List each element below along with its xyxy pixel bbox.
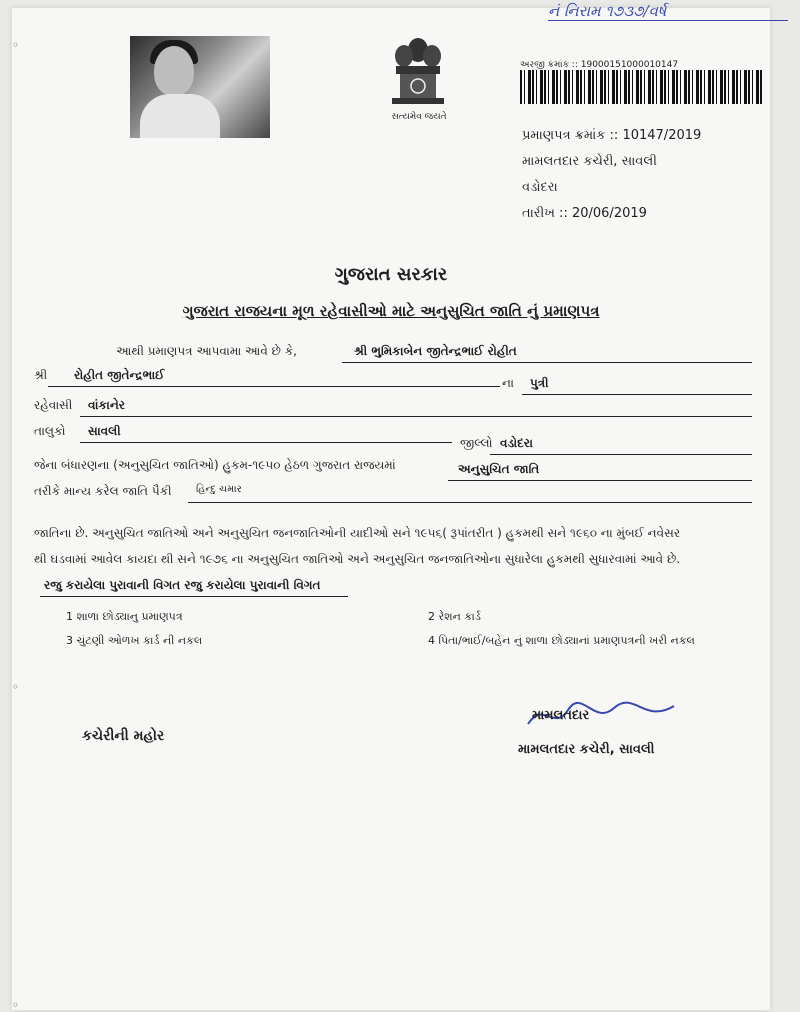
relation: પુત્રી [530, 376, 549, 390]
caste-label: તરીકે માન્ય કરેલ જાતિ પૈકી [34, 484, 172, 498]
intro-label: આથી પ્રમાણપત્ર આપવામા આવે છે કે, [116, 344, 297, 358]
issuing-office: મામલતદાર કચેરી, સાવલી [522, 154, 657, 169]
document-item: 1 શાળા છોડ્યાનુ પ્રમાણપત્ર [66, 610, 183, 623]
applicant-name: શ્રી ભુમિકાબેન જીતેન્દ્રભાઈ રોહીત [354, 344, 517, 358]
state-emblem-icon [384, 30, 452, 114]
signatory-office: મામલતદાર કચેરી, સાવલી [518, 742, 655, 757]
certificate-number-row: પ્રમાણપત્ર ક્રમાંક :: 10147/2019 [522, 128, 702, 143]
district-value: વડોદરા [500, 436, 533, 450]
caste-value: હિન્દુ ચમાર [196, 484, 242, 495]
issue-date-row: તારીખ :: 20/06/2019 [522, 206, 647, 221]
margin-mark: ◦ [12, 998, 20, 1012]
paragraph-line-2: થી ઘડવામાં આવેલ કાયદા થી સને ૧૯૭૬ ના અનુસુચિત જાતિઓ અને અનુસુચિત જનજાતિઓના સુધારેલા હુકમથી સુધારવામાં આવે છે. [34, 552, 681, 566]
issue-date: 20/06/2019 [571, 206, 647, 221]
shri-label: શ્રી [34, 368, 48, 382]
paragraph-line-1: જાતિના છે. અનુસુચિત જાતિઓ અને અનુસુચિત જનજાતિઓની યાદીઓ સને ૧૯૫૬( રૂપાંતરીત ) હુકમથી સને ૧૯૬૦ ના મુંબઈ નવેસર [34, 526, 681, 540]
handwritten-note: નં નિરામ ૧૭૩૭/વર્ષ [548, 2, 788, 21]
evidence-heading: રજુ કરાયેલા પુરાવાની વિગત રજુ કરાયેલા પુરાવાની વિગત [44, 578, 321, 592]
signatory-title: મામલતદાર [532, 708, 590, 723]
issuing-district: વડોદરા [522, 180, 558, 195]
emblem-caption: સત્યમેવ જયતે [391, 112, 447, 122]
na-label: ના [502, 376, 514, 390]
office-seal-label: કચેરીની મહોર [82, 728, 165, 744]
father-name: રોહીત જીતેન્દ્રભાઈ [74, 368, 165, 382]
document-item: 3 ચુંટણી ઓળખ કાર્ડ ની નકલ [66, 634, 203, 647]
resident-place: વાંકાનેર [88, 398, 125, 412]
applicant-photo [130, 36, 270, 138]
certificate-title: ગુજરાત રાજયના મૂળ રહેવાસીઓ માટે અનુસુચિત જાતિ નું પ્રમાણપત્ર [182, 302, 600, 320]
application-number: અરજી ક્રમાંક :: 19000151000010147 [520, 60, 679, 70]
certificate-page [12, 8, 770, 1010]
resident-label: રહેવાસી [34, 398, 73, 412]
order-label: જેના બંધારણના (અનુસુચિત જાતિઓ) હુકમ-૧૯૫૦ હેઠળ ગુજરાત રાજયમાં [34, 458, 396, 472]
taluka-value: સાવલી [88, 424, 121, 438]
certificate-number: 10147/2019 [622, 128, 702, 143]
taluka-label: તાલુકો [34, 424, 66, 438]
margin-mark: ◦ [12, 38, 20, 52]
margin-mark: ◦ [12, 680, 20, 694]
barcode [520, 70, 762, 104]
document-item: 2 રેશન કાર્ડ [428, 610, 481, 623]
order-value: અનુસુચિત જાતિ [458, 462, 540, 476]
document-item: 4 પિતા/ભાઈ/બહેન નું શાળા છોડ્યાનાં પ્રમાણપત્રની ખરી નકલ [428, 634, 695, 647]
government-title: ગુજરાત સરકાર [334, 264, 448, 285]
district-label: જીલ્લો [460, 436, 493, 450]
